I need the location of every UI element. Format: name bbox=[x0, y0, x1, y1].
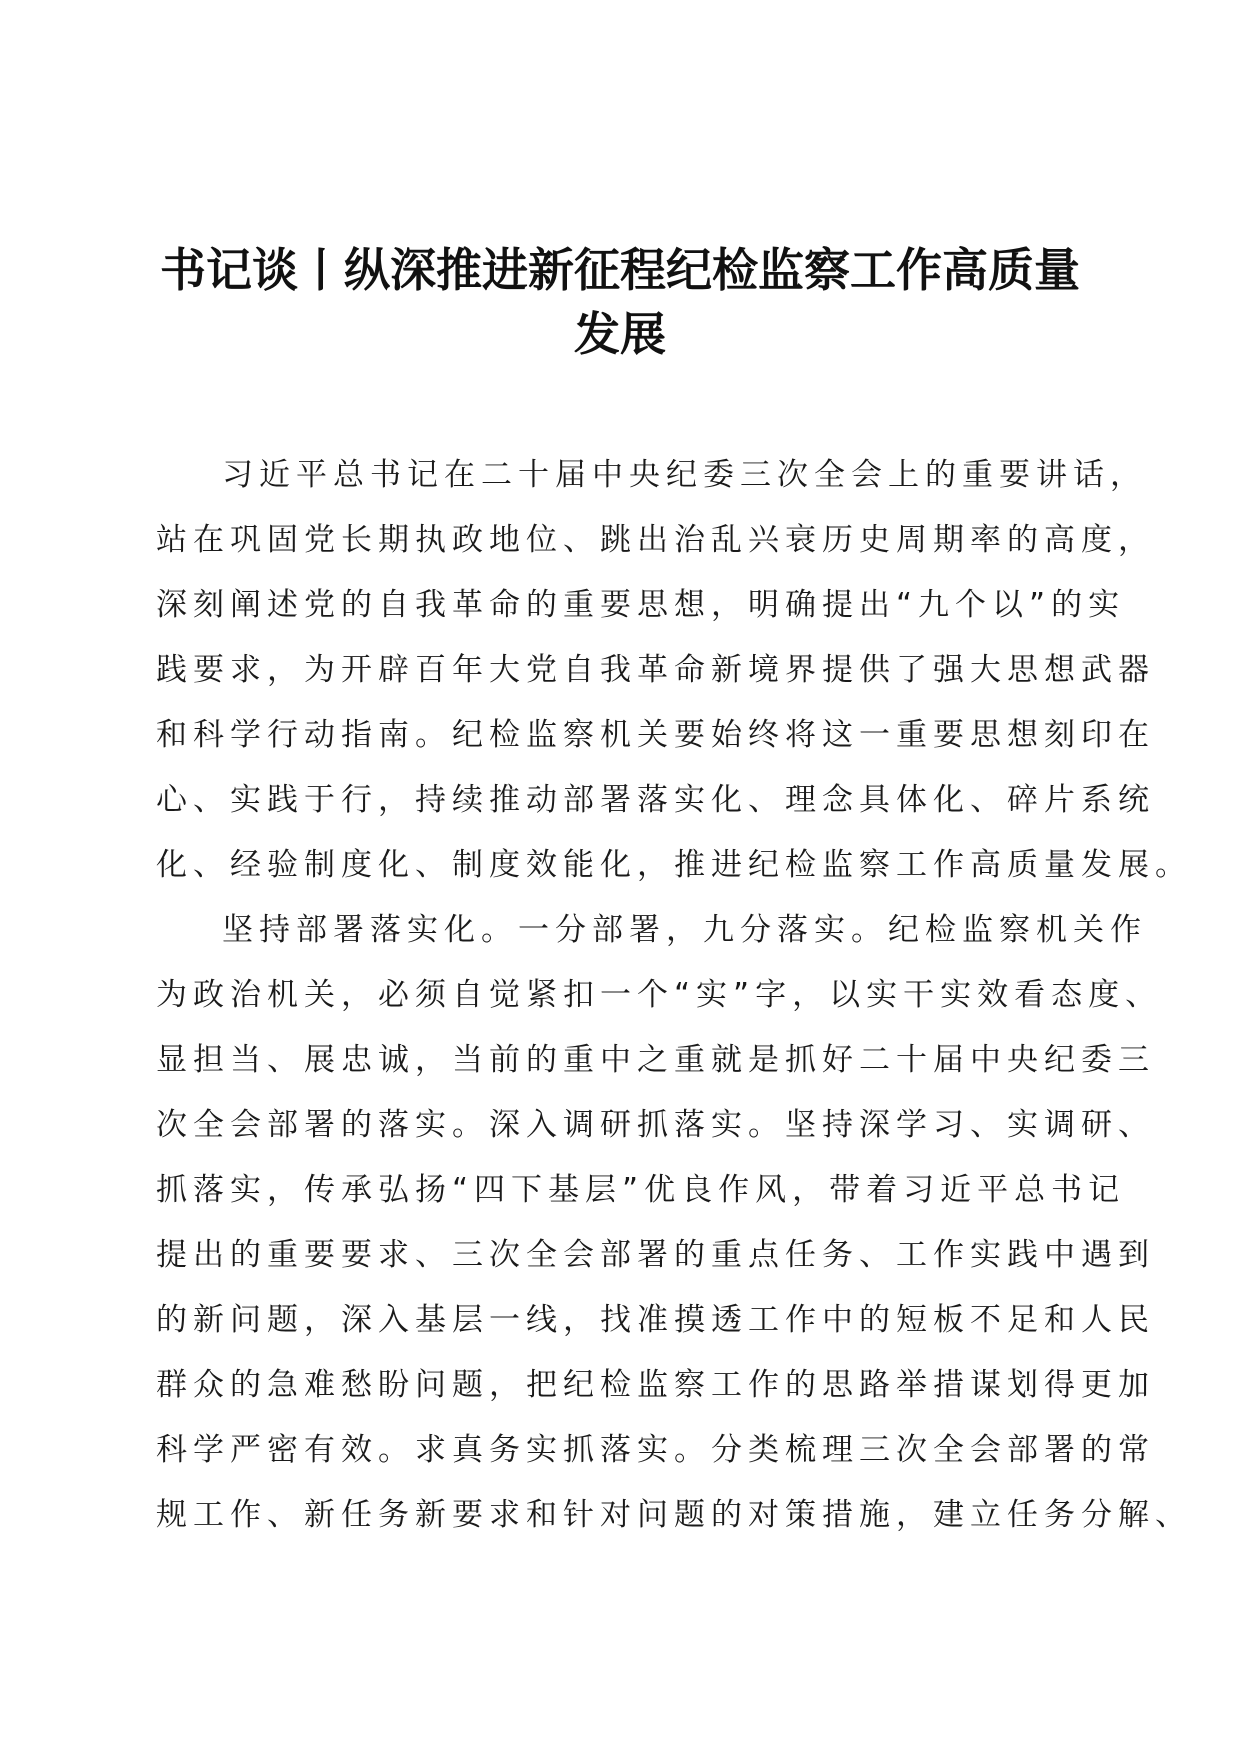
text-line: 次全会部署的落实。深入调研抓落实。坚持深学习、实调研、 bbox=[156, 1107, 1155, 1143]
text-line: 和科学行动指南。纪检监察机关要始终将这一重要思想刻印在 bbox=[156, 717, 1155, 753]
text-line: 深刻阐述党的自我革命的重要思想，明确提出“九个以”的实 bbox=[156, 587, 1126, 623]
text-line: 心、实践于行，持续推动部署落实化、理念具体化、碎片系统 bbox=[156, 782, 1155, 818]
text-line: 群众的急难愁盼问题，把纪检监察工作的思路举措谋划得更加 bbox=[156, 1367, 1155, 1403]
text-line: 的新问题，深入基层一线，找准摸透工作中的短板不足和人民 bbox=[156, 1302, 1155, 1338]
text-line: 为政治机关，必须自觉紧扣一个“实”字，以实干实效看态度、 bbox=[156, 977, 1163, 1013]
paragraph-2 bbox=[156, 898, 1192, 1548]
text-line: 显担当、展忠诚，当前的重中之重就是抓好二十届中央纪委三 bbox=[156, 1042, 1155, 1078]
text-line: 提出的重要要求、三次全会部署的重点任务、工作实践中遇到 bbox=[156, 1237, 1155, 1273]
title-line: 书记谈丨纵深推进新征程纪检监察工作高质量 bbox=[160, 243, 1080, 297]
text-line: 践要求，为开辟百年大党自我革命新境界提供了强大思想武器 bbox=[156, 652, 1155, 688]
text-line: 坚持部署落实化。一分部署，九分落实。纪检监察机关作 bbox=[222, 912, 1147, 948]
document-body bbox=[156, 443, 1192, 1548]
page-title bbox=[150, 238, 1090, 366]
text-line: 化、经验制度化、制度效能化，推进纪检监察工作高质量发展。 bbox=[156, 847, 1192, 883]
text-line: 习近平总书记在二十届中央纪委三次全会上的重要讲话， bbox=[222, 457, 1147, 493]
text-line: 站在巩固党长期执政地位、跳出治乱兴衰历史周期率的高度， bbox=[156, 522, 1155, 558]
text-line: 抓落实，传承弘扬“四下基层”优良作风，带着习近平总书记 bbox=[156, 1172, 1126, 1208]
paragraph-1 bbox=[156, 443, 1192, 898]
title-line: 发展 bbox=[574, 307, 666, 361]
text-line: 科学严密有效。求真务实抓落实。分类梳理三次全会部署的常 bbox=[156, 1432, 1155, 1468]
text-line: 规工作、新任务新要求和针对问题的对策措施，建立任务分解、 bbox=[156, 1497, 1192, 1533]
